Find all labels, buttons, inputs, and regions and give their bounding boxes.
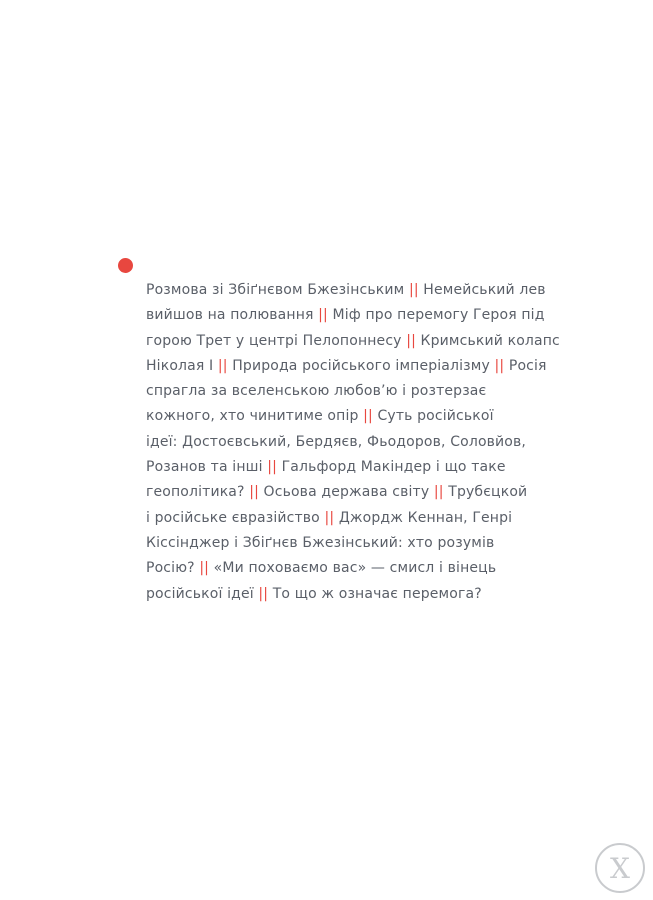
logo-letter: X: [610, 852, 630, 885]
contents-text: Ніколая І: [146, 357, 218, 374]
contents-text: ідеї: Достоєвський, Бердяєв, Фьодоров, Соловйов,: [146, 433, 527, 450]
contents-text: Немейський лев: [418, 282, 546, 298]
contents-paragraph: [146, 278, 566, 607]
contents-text: Осьова держава світу: [258, 484, 434, 501]
contents-line: [146, 379, 566, 404]
contents-text: Кримський колапс: [415, 332, 560, 349]
contents-line: [146, 480, 566, 505]
contents-text: Кіссінджер і Збіґнєв Бжезінський: хто розумів: [146, 534, 495, 551]
contents-line: [146, 506, 566, 531]
contents-text: То що ж означає перемога?: [268, 585, 482, 602]
contents-text: Суть російської: [372, 408, 494, 425]
contents-line: [146, 556, 566, 581]
contents-text: Трубєцкой: [443, 484, 528, 501]
contents-line: [146, 329, 566, 354]
contents-text: горою Трет у центрі Пелопоннесу: [146, 332, 407, 349]
separator-mark: ||: [267, 459, 277, 476]
contents-line: [146, 430, 566, 455]
separator-mark: ||: [199, 560, 210, 577]
separator-mark: ||: [318, 307, 328, 324]
contents-text: «Ми поховаємо вас» — смисл і вінець: [209, 560, 497, 577]
contents-line: [146, 455, 566, 480]
contents-text: Природа російського імперіалізму: [227, 357, 495, 374]
contents-line: [146, 582, 566, 607]
contents-line: [146, 404, 566, 429]
separator-mark: ||: [324, 509, 335, 526]
contents-text: Розанов та інші: [146, 459, 268, 476]
separator-mark: ||: [406, 332, 416, 349]
contents-text: Гальфорд Макіндер і що таке: [276, 459, 506, 476]
contents-text: Росію?: [146, 560, 200, 577]
contents-text: і російське євразійство: [146, 509, 325, 526]
separator-mark: ||: [433, 484, 444, 501]
contents-line: [146, 531, 566, 556]
separator-mark: ||: [408, 282, 419, 298]
separator-mark: ||: [217, 357, 228, 374]
separator-mark: ||: [494, 357, 505, 374]
contents-text: Розмова зі Збіґнєвом Бжезінським: [146, 282, 409, 298]
contents-text: Міф про перемогу Героя під: [327, 307, 545, 324]
separator-mark: ||: [249, 484, 259, 501]
contents-line: [146, 354, 566, 379]
publisher-logo-icon: [594, 842, 646, 894]
contents-text: російської ідеї: [146, 585, 259, 602]
contents-text: Джордж Кеннан, Генрі: [334, 509, 513, 526]
contents-text: геополітика?: [146, 484, 250, 501]
contents-line: [146, 303, 566, 328]
contents-text: кожного, хто чинитиме опір: [146, 408, 364, 425]
separator-mark: ||: [258, 585, 269, 602]
contents-text: спрагла за вселенською любов’ю і розтерзає: [146, 383, 487, 400]
separator-mark: ||: [363, 408, 373, 425]
contents-text: Росія: [504, 357, 547, 374]
red-dot-marker: [118, 258, 133, 273]
contents-line: [146, 278, 566, 303]
contents-text: вийшов на полювання: [146, 307, 319, 324]
